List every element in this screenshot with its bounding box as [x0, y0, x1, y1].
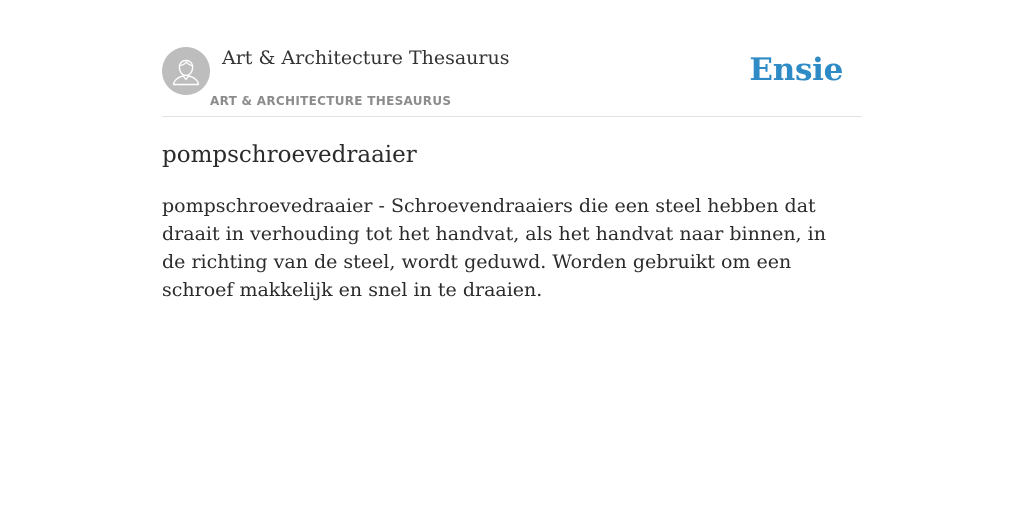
- page: [162, 0, 862, 512]
- user-avatar-icon[interactable]: [162, 47, 210, 95]
- entry-term: pompschroevedraaier: [162, 142, 417, 168]
- entry-definition: pompschroevedraaier - Schroevendraaiers die een steel hebben dat draait in verhouding tot het handvat, als het handvat naar binnen, in de richting van de steel, wordt geduwd. Worden gebruikt om een schroef makkelijk en snel in te draaien.: [162, 195, 826, 301]
- source-subtitle[interactable]: ART & ARCHITECTURE THESAURUS: [210, 94, 452, 108]
- ensie-logo[interactable]: Ensie: [749, 52, 843, 88]
- header: [162, 0, 862, 117]
- source-title[interactable]: Art & Architecture Thesaurus: [222, 47, 510, 69]
- user-silhouette-icon: [162, 47, 210, 95]
